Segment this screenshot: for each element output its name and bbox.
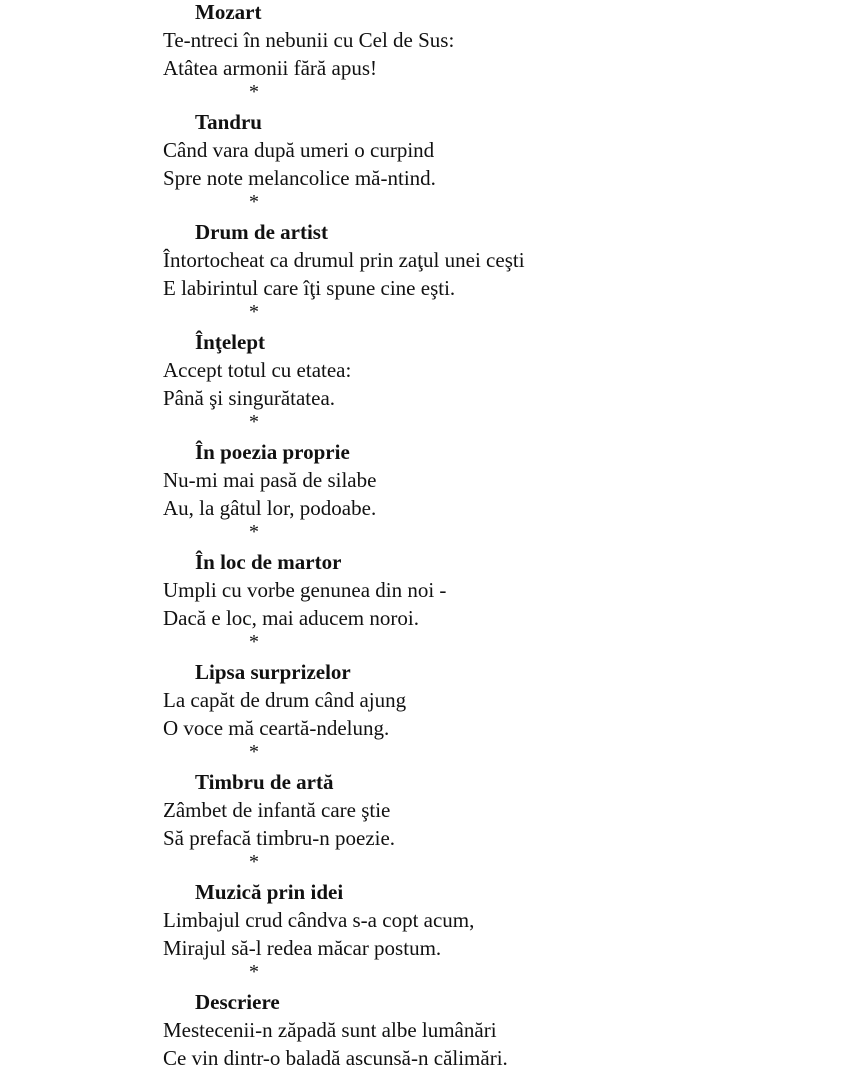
poem-title: Timbru de artă bbox=[195, 770, 334, 794]
poem-line: Până şi singurătatea. bbox=[163, 386, 336, 410]
asterisk-separator: * bbox=[249, 81, 259, 103]
poem-line: Umpli cu vorbe genunea din noi - bbox=[163, 578, 447, 602]
asterisk-separator: * bbox=[249, 961, 259, 983]
asterisk-separator: * bbox=[249, 411, 259, 433]
poem-title: Înţelept bbox=[195, 330, 265, 354]
asterisk-separator: * bbox=[249, 301, 259, 323]
poem-title: Descriere bbox=[195, 990, 280, 1014]
poem-line: Mestecenii-n zăpadă sunt albe lumânări bbox=[163, 1018, 497, 1042]
poem-title: Mozart bbox=[195, 0, 262, 24]
poem-title: Muzică prin idei bbox=[195, 880, 344, 904]
poem-line: Mirajul să-l redea măcar postum. bbox=[163, 936, 442, 960]
poem-line: E labirintul care îţi spune cine eşti. bbox=[163, 276, 456, 300]
poem-line: Ce vin dintr-o baladă ascunsă-n călimări. bbox=[163, 1046, 508, 1070]
poem-line: Atâtea armonii fără apus! bbox=[163, 56, 377, 80]
poem-line: Accept totul cu etatea: bbox=[163, 358, 352, 382]
poem-line: Limbajul crud cândva s-a copt acum, bbox=[163, 908, 475, 932]
poem-line: La capăt de drum când ajung bbox=[163, 688, 407, 712]
poem-line: Să prefacă timbru-n poezie. bbox=[163, 826, 396, 850]
poem-line: Te-ntreci în nebunii cu Cel de Sus: bbox=[163, 28, 455, 52]
poem-title: În loc de martor bbox=[195, 550, 342, 574]
poem-line: Nu-mi mai pasă de silabe bbox=[163, 468, 377, 492]
poem-title: Lipsa surprizelor bbox=[195, 660, 351, 684]
poem-title: Drum de artist bbox=[195, 220, 328, 244]
asterisk-separator: * bbox=[249, 521, 259, 543]
poem-line: Zâmbet de infantă care ştie bbox=[163, 798, 391, 822]
poem-line: Când vara după umeri o curpind bbox=[163, 138, 435, 162]
poem-line: Întortocheat ca drumul prin zaţul unei ceşti bbox=[163, 248, 525, 272]
asterisk-separator: * bbox=[249, 741, 259, 763]
asterisk-separator: * bbox=[249, 851, 259, 873]
poem-line: O voce mă ceartă-ndelung. bbox=[163, 716, 390, 740]
poem-title: Tandru bbox=[195, 110, 262, 134]
poem-line: Spre note melancolice mă-ntind. bbox=[163, 166, 436, 190]
poem-line: Dacă e loc, mai aducem noroi. bbox=[163, 606, 419, 630]
asterisk-separator: * bbox=[249, 191, 259, 213]
poem-line: Au, la gâtul lor, podoabe. bbox=[163, 496, 377, 520]
asterisk-separator: * bbox=[249, 631, 259, 653]
poem-title: În poezia proprie bbox=[195, 440, 350, 464]
